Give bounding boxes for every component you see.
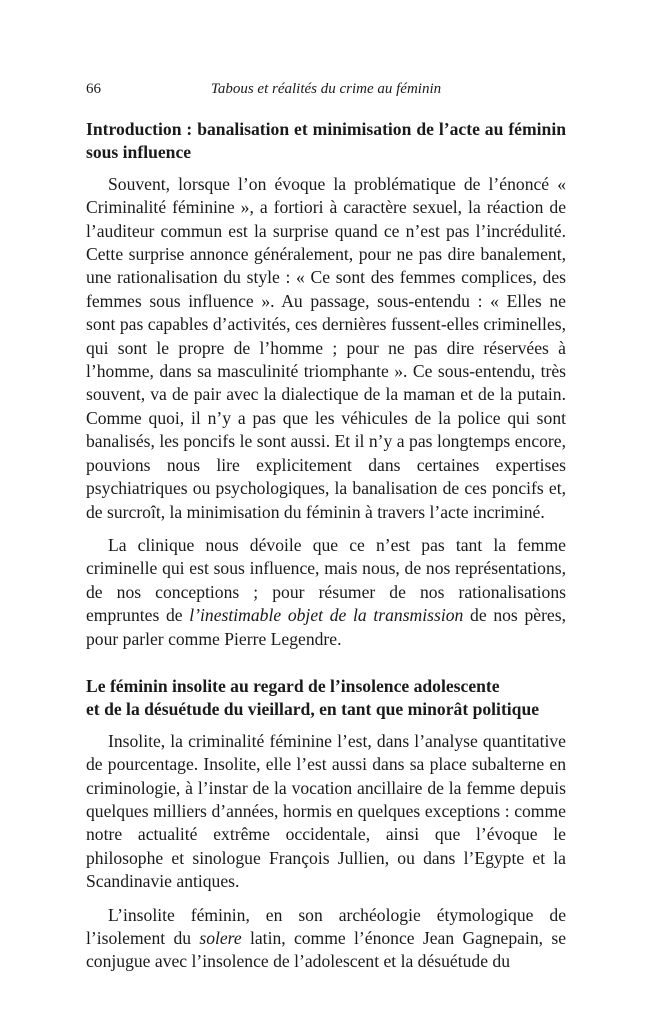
section-introduction [86, 118, 566, 651]
section-heading: Introduction : banalisation et minimisation de l’acte au féminin sous influence [86, 119, 566, 163]
running-header [86, 78, 566, 100]
book-title: Tabous et réalités du crime au féminin [210, 81, 442, 97]
paragraph-text: latin, comme l’énonce Jean Gagnepain, se conjugue avec l’insolence de l’adolescent et la désuétude du [86, 928, 566, 972]
section-feminin-insolite [86, 675, 566, 974]
heading-line: et de la désuétude du vieillard, en tant que minorât politique [86, 699, 540, 720]
paragraph [86, 904, 566, 974]
paragraph [86, 534, 566, 651]
italic-word: solere [199, 928, 242, 949]
paragraph: Souvent, lorsque l’on évoque la problématique de l’énoncé « Criminalité féminine », a fortiori à caractère sexuel, la réaction de l’auditeur commun est la surprise quand ce n’est pas l’incrédulité. Cette surprise annonce généralement, pour ne pas dire banalement, une rationalisation du style : « Ce sont des femmes complices, des femmes sous influence ». Au passage, sous-entendu : « Elles ne sont pas capables d’activités, ces dernières fussent-elles criminelles, qui sont le propre de l’homme ; pour ne pas dire réservées à l’homme, dans sa masculinité triomphante ». Ce sous-entendu, très souvent, va de pair avec la dialectique de la maman et de la putain. Comme quoi, il n’y a pas que les véhicules de la police qui sont banalisés, les poncifs le sont aussi. Et il n’y a pas longtemps encore, pouvions nous lire explicitement dans certaines expertises psychiatriques ou psychologiques, la banalisation de ces poncifs et, de surcroît, la minimisation du féminin à travers l’acte incriminé. [86, 173, 566, 522]
section-heading [86, 675, 566, 722]
paragraph-text: La clinique nous dévoile que ce n’est pas tant la femme criminelle qui est sous influence, mais nous, de nos représentations, de nos conceptions ; pour résumer de nos rationalisations empruntes de [86, 534, 566, 626]
page-number: 66 [86, 81, 101, 97]
paragraph-text: de nos pères, pour parler comme Pierre Legendre. [86, 605, 566, 649]
paragraph-text: L’insolite féminin, en son archéologie étymologique de l’isolement du [86, 904, 566, 949]
italic-quote: l’inestimable objet de la transmission [189, 605, 464, 626]
paragraph: Insolite, la criminalité féminine l’est, dans l’analyse quantitative de pourcentage. Insolite, elle l’est aussi dans sa place subalterne en criminologie, à l’instar de la vocation ancillaire de la femme depuis quelques milliers d’années, hormis en quelques exceptions : comme notre actualité extrême occidentale, ainsi que l’évoque le philosophe et sinologue François Jullien, ou dans l’Egypte et la Scandinavie antiques. [86, 730, 566, 892]
heading-line: Le féminin insolite au regard de l’insolence adolescente [86, 676, 500, 696]
